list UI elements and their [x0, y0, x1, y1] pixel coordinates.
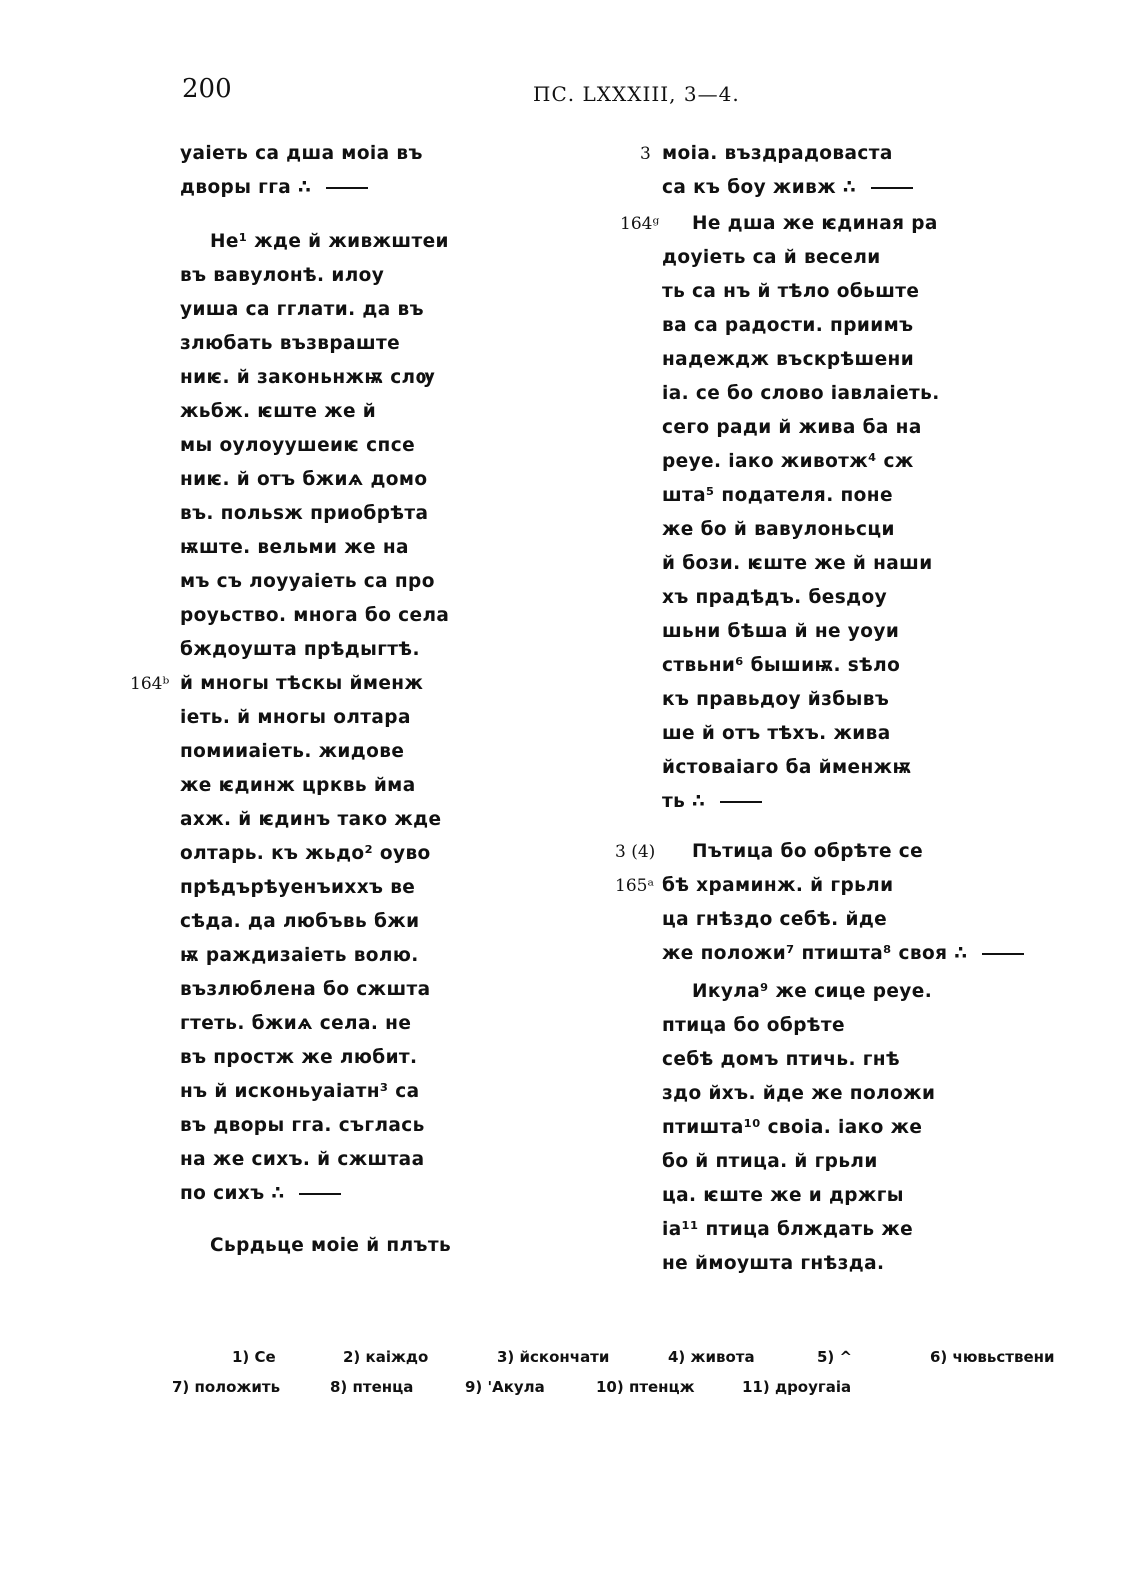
- verse-marker: 3: [640, 144, 651, 164]
- footnote: 3) йскончати: [497, 1348, 610, 1366]
- paragraph-start-line: Не дша же ѥдиная ра: [692, 213, 938, 234]
- text-line: бѣ храминж. й грьли: [662, 875, 894, 896]
- text-line: доуіеть са й весели: [662, 247, 881, 268]
- verse-marker: 3 (4): [615, 842, 656, 862]
- text-line: бо й птица. й грьли: [662, 1151, 878, 1172]
- text-line: сѣда. да любъвь бжи: [180, 911, 420, 932]
- text-line: роуьство. многа бо села: [180, 605, 450, 626]
- footnote: 1) Се: [232, 1348, 276, 1366]
- paragraph-start-line: Не¹ жде й живжштеи: [210, 231, 449, 252]
- text-line: хъ прадѣдъ. беѕдоу: [662, 587, 888, 608]
- text-line: птишта¹⁰ своіа. іако же: [662, 1117, 923, 1138]
- text-line: ть са нъ й тѣло обьште: [662, 281, 920, 302]
- running-head: ПС. LXXXIII, 3—4.: [533, 82, 740, 106]
- footnote: 2) каіждо: [343, 1348, 429, 1366]
- footnote: 4) живота: [668, 1348, 755, 1366]
- text-line: злюбать възвраште: [180, 333, 401, 354]
- text-line: ца. ѥште же и држгы: [662, 1185, 904, 1206]
- footnote: 5) ^: [817, 1348, 853, 1366]
- text-line: нъ й исконьуаіатн³ са: [180, 1081, 420, 1102]
- text-line-text: ть ∴: [662, 791, 713, 812]
- text-line: [662, 785, 762, 819]
- text-line-text: дворы гга ∴: [180, 177, 319, 198]
- text-line: шта⁵ подателя. поне: [662, 485, 893, 506]
- text-line: же бо й вавулоньсци: [662, 519, 895, 540]
- text-line: йстоваіаго ба йменжѭ: [662, 757, 912, 778]
- page-number: 200: [182, 74, 232, 104]
- text-line: не ймоушта гнѣзда.: [662, 1253, 885, 1274]
- end-dash-icon: [871, 187, 913, 189]
- text-line: въ. польѕж приобрѣта: [180, 503, 429, 524]
- text-line: ниѥ. й законьнжѭ слѹ: [180, 367, 436, 388]
- footnote: 8) птенца: [330, 1378, 414, 1396]
- text-line: й многы тѣскы йменж: [180, 673, 424, 694]
- text-line: ше й отъ тѣхъ. жива: [662, 723, 891, 744]
- footnote: 10) птенцж: [596, 1378, 695, 1396]
- folio-marker: 164ᵍ: [620, 214, 660, 234]
- text-line: же ѥдинж црквь йма: [180, 775, 416, 796]
- text-line: гтеть. бжиѧ села. не: [180, 1013, 412, 1034]
- footnote: 7) положить: [172, 1378, 281, 1396]
- paragraph-start-line: Икула⁹ же сице реуе.: [692, 981, 933, 1002]
- text-line: [662, 937, 1024, 971]
- text-line: уаіеть са дша моіа въ: [180, 143, 423, 164]
- text-line: помииаіеть. жидове: [180, 741, 405, 762]
- text-line: мы оулоуушеиѥ спсе: [180, 435, 416, 456]
- text-line: й бози. ѥште же й наши: [662, 553, 933, 574]
- paragraph-start-line: Пътица бо обрѣте се: [692, 841, 924, 862]
- text-line: надеждж въскрѣшени: [662, 349, 915, 370]
- text-line: [662, 171, 913, 205]
- text-line-text: са къ боу живж ∴: [662, 177, 863, 198]
- text-line: на же сихъ. й сжштаа: [180, 1149, 425, 1170]
- text-line: въ простж же любит.: [180, 1047, 418, 1068]
- text-line: възлюблена бо сжшта: [180, 979, 431, 1000]
- text-line: прѣдърѣуенъиххъ ве: [180, 877, 416, 898]
- text-line: въ дворы гга. съглась: [180, 1115, 425, 1136]
- text-line: жьбж. ѥште же й: [180, 401, 377, 422]
- end-dash-icon: [720, 801, 762, 803]
- text-line: ца гнѣздо себѣ. йде: [662, 909, 888, 930]
- text-line: уиша са гглати. да въ: [180, 299, 424, 320]
- text-line: бждоушта прѣдыгтѣ.: [180, 639, 420, 660]
- text-line: реуе. іако животж⁴ сж: [662, 451, 914, 472]
- text-line: моіа. въздрадоваста: [662, 143, 893, 164]
- text-line: мъ съ лоууаіеть са про: [180, 571, 435, 592]
- folio-marker: 164ᵇ: [130, 674, 170, 694]
- text-line: ва са радости. приимъ: [662, 315, 914, 336]
- footnote: 6) чювьствени: [930, 1348, 1055, 1366]
- text-line: ѭште. вельми же на: [180, 537, 409, 558]
- folio-marker: 165ᵃ: [615, 876, 655, 896]
- text-line: въ вавулонѣ. илоу: [180, 265, 385, 286]
- text-line: іа¹¹ птица блждать же: [662, 1219, 914, 1240]
- text-line: [180, 171, 368, 205]
- text-line-text: по сихъ ∴: [180, 1183, 292, 1204]
- end-dash-icon: [299, 1193, 341, 1195]
- text-line: птица бо обрѣте: [662, 1015, 845, 1036]
- text-line: къ правьдоу йзбывъ: [662, 689, 890, 710]
- text-line: сего ради й жива ба на: [662, 417, 922, 438]
- text-line: ѭ раждизаіеть волю.: [180, 945, 419, 966]
- end-dash-icon: [326, 187, 368, 189]
- text-line: ниѥ. й отъ бжиѧ домо: [180, 469, 428, 490]
- text-line: іа. се бо слово іавлаіеть.: [662, 383, 940, 404]
- paragraph-start-line: Сьрдьце моіе й плъть: [210, 1235, 452, 1256]
- text-line: олтарь. къ жьдо² оуво: [180, 843, 431, 864]
- text-line: здо йхъ. йде же положи: [662, 1083, 936, 1104]
- text-line: [180, 1177, 341, 1211]
- end-dash-icon: [982, 953, 1024, 955]
- text-line-text: же положи⁷ птишта⁸ своя ∴: [662, 943, 975, 964]
- footnote: 9) 'Акула: [465, 1378, 545, 1396]
- text-line: ахж. й ѥдинъ тако жде: [180, 809, 442, 830]
- text-line: себѣ домъ птичь. гнѣ: [662, 1049, 900, 1070]
- text-line: ствьни⁶ бышиѭ. ѕѣло: [662, 655, 901, 676]
- text-line: шьни бѣша й не уоуи: [662, 621, 900, 642]
- footnote: 11) дроугаіа: [742, 1378, 852, 1396]
- text-line: іеть. й многы олтара: [180, 707, 411, 728]
